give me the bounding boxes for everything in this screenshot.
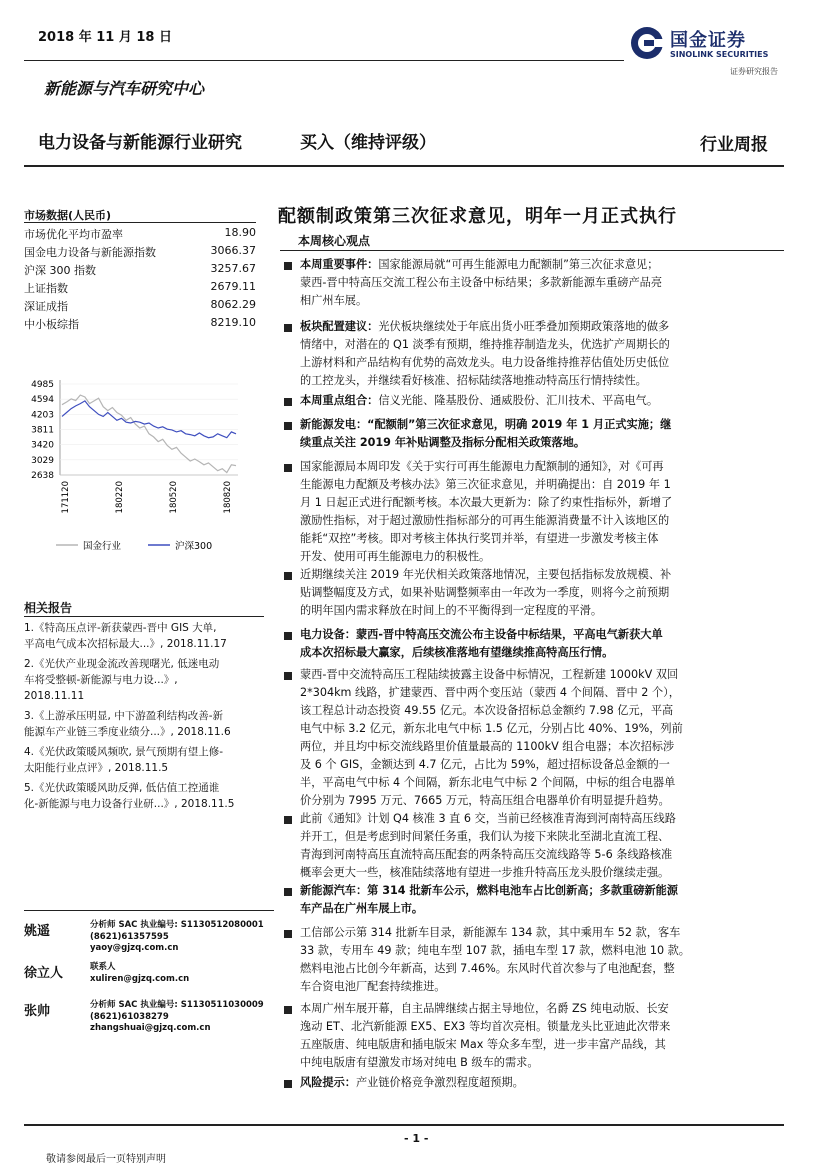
market-label: 上证指数: [24, 282, 68, 295]
text-line: 续重点关注 2019 年补贴调整及指标分配相关政策落地。: [300, 436, 586, 449]
text-line: 的工控龙头，并继续看好核准、招标陆续落地推动特高压行情持续性。: [300, 374, 647, 387]
market-value: 3257.67: [210, 262, 256, 275]
chart-legend-label: 沪深300: [175, 541, 213, 552]
key-portfolio-label: 本周重点组合：: [300, 394, 379, 407]
market-row: [24, 316, 256, 334]
bullet: [284, 632, 292, 640]
text-line: 产业链价格竞争激烈程度超预期。: [355, 1076, 524, 1089]
analyst-name: 姚遥: [24, 924, 51, 939]
text-line: 新能源汽车：第 314 批新车公示，燃料电池车占比创新高；多款重磅新能源: [300, 884, 678, 897]
page-number: - 1 -: [404, 1132, 429, 1145]
uhv-approval-paragraph: [300, 810, 784, 882]
text-line: 及 6 个 GIS，金额达到 4.7 亿元，占比为 59%，超过招标设备总金额的一: [300, 758, 670, 771]
text-line: 国家能源局本周印发《关于实行可再生能源电力配额制的通知》，对《可再: [300, 460, 664, 473]
market-label: 中小板综指: [24, 318, 79, 331]
related-report-line: 2018.11.11: [24, 690, 85, 702]
bullet: [284, 398, 292, 406]
text-line: 并开工，但是考虑到时间紧任务重，我们认为接下来陕北至湖北直流工程、: [300, 830, 670, 843]
header-rule-top: [24, 60, 624, 61]
text-line: 电力设备：蒙西-晋中特高压交流公布主设备中标结果，平高电气新获大单: [300, 628, 663, 641]
text-line: 燃料电池占比创今年新高，达到 7.46%。东风时代首次参与了电池配套，整: [300, 962, 675, 975]
text-line: 激励性指标，对于超过激励性指标部分的可再生能源消费量不计入该地区的: [300, 514, 670, 527]
market-title-rule: [24, 222, 256, 223]
text-line: 电气中标 3.2 亿元，新东北电气中标 1.5 亿元，分别占比 40%、19%，列前: [300, 722, 683, 735]
chart-y-tick-label: 2638: [31, 471, 54, 481]
text-line: 上游材料和产品结构有优势的高效龙头。电力设备维持推荐估值处历史低位: [300, 356, 670, 369]
brand-logo: [630, 22, 790, 82]
analyst-info-line: (8621)61357595: [90, 931, 169, 942]
footer-disclaimer: 敬请参阅最后一页特别声明: [46, 1154, 166, 1165]
related-report-line: 2.《光伏产业现金流改善现曙光, 低迷电动: [24, 658, 220, 670]
text-line: 新能源发电：“配额制”第三次征求意见，明确 2019 年 1 月正式实施；继: [300, 418, 672, 431]
market-row: [24, 244, 256, 262]
related-report-line: 3.《上游承压明显, 中下游盈利结构改善-新: [24, 710, 223, 722]
market-value: 18.90: [224, 226, 256, 239]
bullet: [284, 464, 292, 472]
text-line: 生能源电力配额及考核办法》第三次征求意见，并明确提出：自 2019 年 1: [300, 478, 671, 491]
quota-policy-paragraph: [300, 458, 784, 566]
market-value: 8219.10: [210, 316, 256, 329]
related-title-rule: [24, 616, 264, 617]
text-line: 五座版唐、纯电版唐和插电版宋 Max 等众多车型，进一步丰富产品线，其: [300, 1038, 666, 1051]
brand-name-cn: 国金证券: [670, 30, 746, 51]
brand-name-en: SINOLINK SECURITIES: [670, 50, 769, 59]
footer-rule: [24, 1124, 784, 1126]
chart-series-line: [62, 395, 236, 473]
key-portfolio: [300, 392, 784, 410]
bullet: [284, 930, 292, 938]
chart-y-tick-label: 3811: [31, 425, 54, 436]
main-title: 配额制政策第三次征求意见，明年一月正式执行: [278, 206, 677, 227]
market-value: 2679.11: [210, 280, 256, 293]
market-label: 市场优化平均市盈率: [24, 228, 123, 241]
bullet: [284, 572, 292, 580]
risk-warning: [300, 1074, 784, 1092]
text-line: 车合资电池厂配套持续推进。: [300, 980, 446, 993]
uhv-tender-paragraph: [300, 666, 784, 810]
analyst-name: 徐立人: [24, 966, 64, 981]
industry-title: 电力设备与新能源行业研究: [38, 133, 242, 153]
chart-y-tick-label: 3420: [31, 440, 54, 451]
brand-logo-icon: [630, 26, 664, 60]
text-line: 2*304km 线路，扩建蒙西、晋中两个变压站（蒙西 4 个间隔、晋中 2 个），: [300, 686, 680, 699]
market-label: 国金电力设备与新能源指数: [24, 246, 156, 259]
text-line: 的明年国内需求释放在时间上的不平衡得到一定程度的平滑。: [300, 604, 603, 617]
text-line: 近期继续关注 2019 年光伏相关政策落地情况，主要包括指标发放规模、补: [300, 568, 672, 581]
weekly-events: [300, 256, 784, 310]
market-row: [24, 262, 256, 280]
text-line: 蒙西-晋中交流特高压工程陆续披露主设备中标情况，工程新建 1000kV 双回: [300, 668, 679, 681]
text-line: 两位，并且均中标交流线路里价值量最高的 1100kV 组合电器；本次招标涉: [300, 740, 675, 753]
related-report-item[interactable]: [24, 780, 264, 812]
market-row: [24, 226, 256, 244]
chart-x-tick-label: 180220: [115, 481, 125, 514]
analyst-info: [90, 920, 264, 955]
report-date: 2018 年 11 月 18 日: [38, 30, 172, 45]
related-report-line: 1.《特高压点评-新获蒙西-晋中 GIS 大单,: [24, 622, 217, 634]
related-report-item[interactable]: [24, 744, 264, 776]
bullet: [284, 816, 292, 824]
chart-y-tick-label: 4985: [31, 380, 54, 390]
rating: 买入（维持评级）: [300, 133, 436, 153]
pv-policy-paragraph: [300, 566, 784, 620]
bullet: [284, 1080, 292, 1088]
related-report-line: 能源车产业链三季度业绩分...》, 2018.11.6: [24, 726, 231, 738]
market-value: 8062.29: [210, 298, 256, 311]
analyst-info-line: 分析师 SAC 执业编号: S1130511030009: [90, 1000, 264, 1010]
analyst-info-line: xuliren@gjzq.com.cn: [90, 973, 190, 984]
bullet: [284, 262, 292, 270]
bullet: [284, 422, 292, 430]
text-line: 国家能源局就“可再生能源电力配额制”第三次征求意见；: [378, 258, 659, 271]
text-line: 月 1 日起正式进行配额考核。本次最大更新为：除了约束性指标外，新增了: [300, 496, 673, 509]
auto-show-paragraph: [300, 1000, 784, 1072]
analyst-name: 张帅: [24, 1004, 51, 1019]
new-vehicle-catalog-paragraph: [300, 924, 784, 996]
market-row: [24, 298, 256, 316]
market-data-title: 市场数据(人民币): [24, 209, 112, 222]
market-label: 沪深 300 指数: [24, 264, 96, 277]
allocation-advice-label: 板块配置建议：: [300, 320, 379, 333]
analyst-info-line: 分析师 SAC 执业编号: S1130512080001: [90, 920, 264, 930]
bullet: [284, 1006, 292, 1014]
chart-series-line: [62, 401, 236, 438]
report-type: 行业周报: [700, 135, 768, 155]
analyst-info-line: (8621)61038279: [90, 1011, 169, 1022]
related-reports-title: 相关报告: [24, 601, 73, 615]
text-line: 逸动 ET、北汽新能源 EX5、EX3 等均首次亮相。锁量龙头比亚迪此次带来: [300, 1020, 671, 1033]
core-view-title: 本周核心观点: [298, 234, 371, 248]
text-line: 半，平高电气中标 4 个间隔，新东北电气中标 2 个间隔，中标的组合电器单: [300, 776, 676, 789]
text-line: 贴调整幅度及方式，如果补贴调整频率由一年改为一季度，则将今之前预期: [300, 586, 670, 599]
text-line: 能耗“双控”考核。即对考核主体执行奖罚并举，有望进一步激发考核主体: [300, 532, 659, 545]
market-value: 3066.37: [210, 244, 256, 257]
research-center: 新能源与汽车研究中心: [44, 79, 205, 98]
text-line: 信义光能、隆基股份、通威股份、汇川技术、平高电气。: [378, 394, 659, 407]
text-line: 此前《通知》计划 Q4 核准 3 直 6 交，当前已经核准青海到河南特高压线路: [300, 812, 676, 825]
text-line: 概率会更大一些，核准陆续落地有望进一步推升特高压龙头股价继续走强。: [300, 866, 670, 879]
related-report-line: 车将受整顿-新能源与电力设...》,: [24, 674, 178, 686]
chart-y-tick-label: 3029: [31, 455, 54, 466]
analyst-rule: [24, 910, 274, 911]
header-rule-bottom: [24, 165, 784, 167]
brand-subtitle: 证券研究报告: [730, 67, 778, 76]
related-report-item[interactable]: [24, 656, 264, 704]
text-line: 成本次招标最大赢家，后续核准落地有望继续推高特高压行情。: [300, 646, 614, 659]
related-report-item[interactable]: [24, 708, 264, 740]
analyst-info: [90, 962, 189, 985]
market-row: [24, 280, 256, 298]
analyst-info-line: 联系人: [90, 962, 116, 972]
chart-legend-label: 国金行业: [83, 541, 122, 552]
chart-y-tick-label: 4203: [31, 410, 54, 421]
chart-y-tick-label: 4594: [31, 395, 54, 406]
related-report-line: 化-新能源与电力设备行业研...》, 2018.11.5: [24, 798, 235, 810]
allocation-advice: [300, 318, 784, 390]
text-line: 工信部公示第 314 批新车目录，新能源车 134 款，其中乘用车 52 款，客车: [300, 926, 681, 939]
renewable-heading: [300, 416, 784, 452]
nev-heading: [300, 882, 784, 918]
text-line: 33 款，专用车 49 款；纯电车型 107 款，插电车型 17 款，燃料电池 10 款。: [300, 944, 690, 957]
text-line: 蒙西-晋中特高压交流工程公布主设备中标结果；多款新能源车重磅产品亮: [300, 276, 663, 289]
related-report-line: 平高电气成本次招标最大...》, 2018.11.17: [24, 638, 227, 650]
related-report-line: 4.《光伏政策暖风频吹, 景气预期有望上修-: [24, 746, 223, 758]
performance-chart: [20, 372, 260, 562]
analyst-info-line: zhangshuai@gjzq.com.cn: [90, 1023, 211, 1033]
text-line: 车产品在广州车展上市。: [300, 902, 424, 915]
text-line: 价分别为 7995 万元、7665 万元，特高压组合电器单价有明显提升趋势。: [300, 794, 670, 807]
bullet: [284, 888, 292, 896]
text-line: 相广州车展。: [300, 294, 368, 307]
chart-x-tick-label: 180820: [223, 481, 233, 514]
analyst-info: [90, 1000, 264, 1035]
chart-x-tick-label: 180520: [169, 481, 179, 514]
text-line: 中纯电版唐有望激发市场对纯电 B 级车的需求。: [300, 1056, 539, 1069]
chart-x-tick-label: 171120: [61, 481, 71, 514]
text-line: 本周广州车展开幕，自主品牌继续占据主导地位，名爵 ZS 纯电动版、长安: [300, 1002, 669, 1015]
related-report-item[interactable]: [24, 620, 264, 652]
bullet: [284, 324, 292, 332]
text-line: 光伏板块继续处于年底出货小旺季叠加预期政策落地的做多: [378, 320, 670, 333]
text-line: 开发、使用可再生能源电力的积极性。: [300, 550, 491, 563]
text-line: 该工程总计动态投资 49.55 亿元。本次设备招标总金额约 7.98 亿元，平高: [300, 704, 674, 717]
analyst-info-line: yaoy@gjzq.com.cn: [90, 943, 179, 953]
related-report-line: 太阳能行业点评》, 2018.11.5: [24, 762, 169, 774]
text-line: 情绪中，对潜在的 Q1 淡季有预期，维持推荐制造龙头，优选扩产周期长的: [300, 338, 670, 351]
risk-warning-label: 风险提示：: [300, 1076, 356, 1089]
bullet: [284, 672, 292, 680]
related-report-line: 5.《光伏政策暖风助反弹, 低估值工控通谁: [24, 782, 220, 794]
market-label: 深证成指: [24, 300, 68, 313]
core-view-rule: [280, 250, 784, 251]
power-equipment-heading: [300, 626, 784, 662]
weekly-events-label: 本周重要事件：: [300, 258, 379, 271]
text-line: 青海到河南特高压直流特高压配套的两条特高压交流线路等 5-6 条线路核准: [300, 848, 673, 861]
